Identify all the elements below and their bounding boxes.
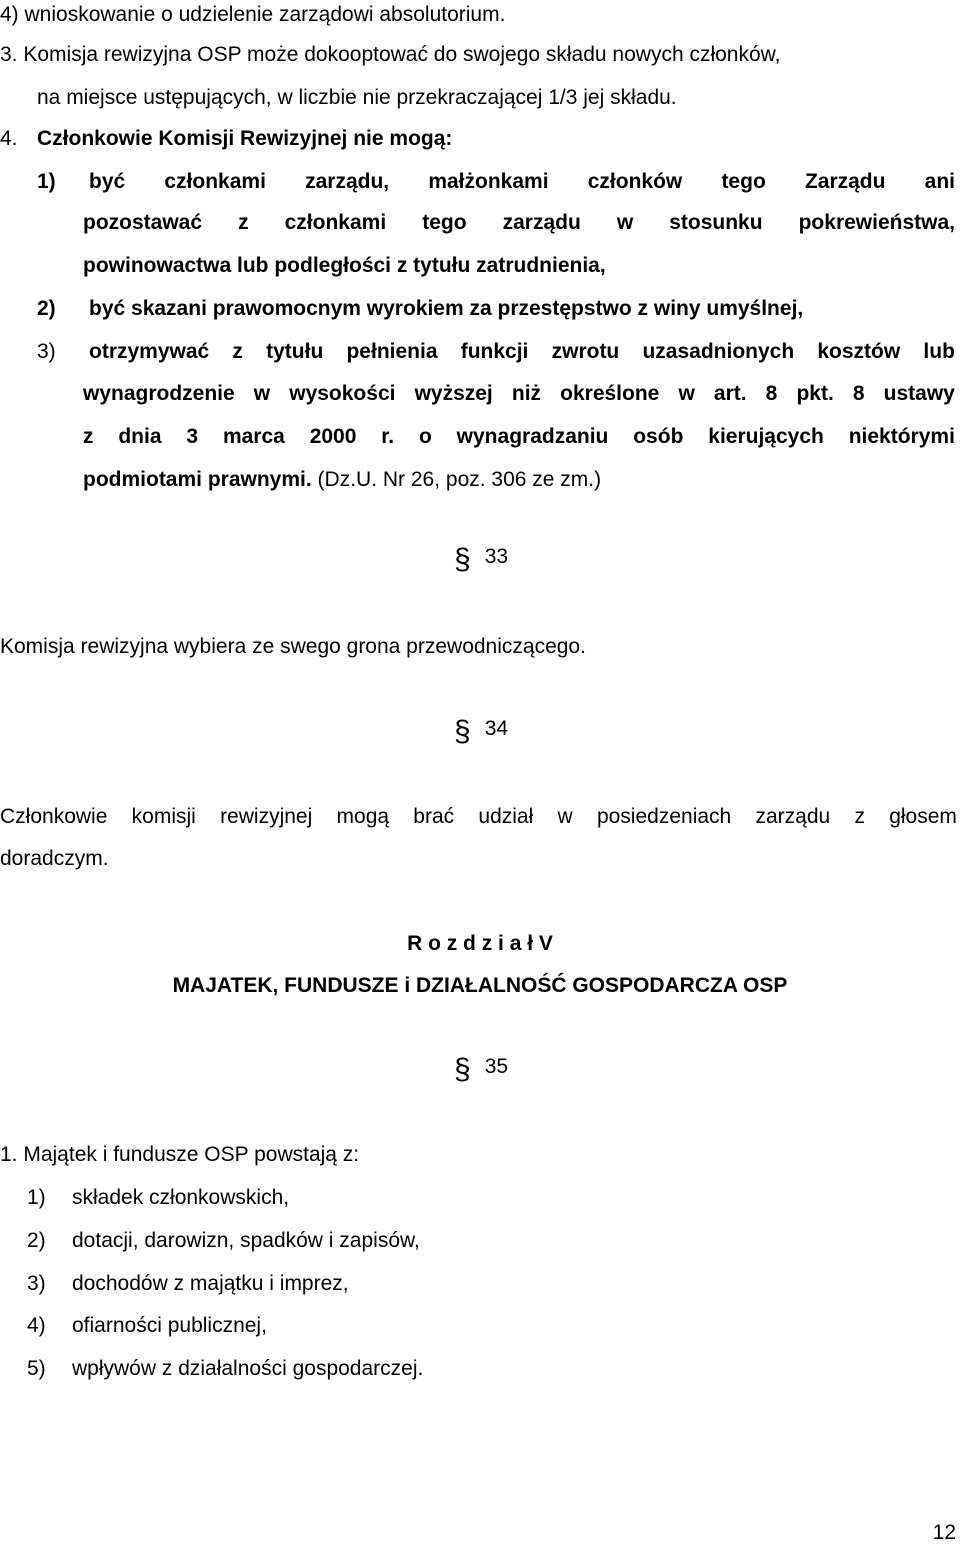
word: ustawy	[883, 382, 955, 405]
word: posiedzeniach	[596, 805, 732, 828]
word: zarządu	[502, 211, 581, 234]
word: lub	[923, 340, 955, 363]
word: 3	[186, 425, 199, 448]
word: wyższej	[414, 382, 493, 405]
word: Członkowie	[0, 805, 108, 828]
word: 2000	[309, 425, 357, 448]
word: o	[418, 425, 432, 448]
word: stosunku	[669, 211, 763, 234]
paragraph-33-heading	[454, 545, 508, 575]
paragraph-35-intro: 1. Majątek i fundusze OSP powstają z:	[0, 1143, 360, 1166]
word: z	[854, 805, 865, 828]
word: z	[238, 211, 249, 234]
word: otrzymywać	[89, 340, 210, 363]
word: głosem	[889, 805, 957, 828]
list-item: wpływów z działalności gospodarczej.	[72, 1357, 424, 1380]
sub-3-number: 3)	[37, 340, 56, 363]
word: członkami	[164, 170, 266, 193]
point-3-line-1: 3. Komisja rewizyjna OSP może dokooptować do swojego składu nowych członków,	[0, 43, 781, 66]
word: brać	[413, 805, 455, 828]
word: Zarządu	[804, 170, 886, 193]
point-4-heading: Członkowie Komisji Rewizyjnej nie mogą:	[37, 127, 453, 150]
list-item-number: 5)	[27, 1357, 46, 1380]
list-item: dotacji, darowizn, spadków i zapisów,	[72, 1229, 420, 1252]
word: pkt.	[796, 382, 834, 405]
sub-1-line-1	[89, 171, 955, 192]
word: komisji	[131, 805, 196, 828]
word: pozostawać	[83, 211, 203, 234]
word: wynagradzaniu	[456, 425, 609, 448]
paragraph-34-heading	[454, 717, 508, 747]
sub-3-line-4-citation: (Dz.U. Nr 26, poz. 306 ze zm.)	[311, 468, 602, 491]
paragraph-34-line-1	[0, 806, 957, 827]
word: być	[89, 170, 126, 193]
word: kierujących	[708, 425, 824, 448]
sub-3-line-4-bold: podmiotami prawnymi.	[83, 468, 312, 491]
section-sign-icon: §	[454, 715, 471, 748]
sub-3-line-4	[83, 469, 601, 490]
section-sign-icon: §	[454, 543, 471, 576]
word: w	[678, 382, 695, 405]
word: niektórymi	[848, 425, 955, 448]
word: w	[253, 382, 271, 405]
word: z	[232, 340, 243, 363]
list-item-number: 4)	[27, 1314, 46, 1337]
word: zarządu,	[305, 170, 390, 193]
word: w	[616, 211, 634, 234]
word: udział	[478, 805, 534, 828]
point-4-number: 4.	[0, 127, 18, 150]
sub-2-text: być skazani prawomocnym wyrokiem za przestępstwo z winy umyślnej,	[89, 297, 804, 320]
word: mogą	[336, 805, 390, 828]
word: kosztów	[817, 340, 901, 363]
word: uzasadnionych	[642, 340, 795, 363]
sub-3-line-2	[83, 383, 955, 404]
paragraph-35-heading	[454, 1055, 508, 1085]
word: marca	[222, 425, 285, 448]
sub-1-line-2	[83, 212, 955, 233]
word: pełnienia	[346, 340, 438, 363]
list-item-number: 3)	[27, 1272, 46, 1295]
sub-2-number: 2)	[37, 297, 56, 320]
word: wysokości	[289, 382, 396, 405]
word: tego	[422, 211, 467, 234]
word: art.	[713, 382, 747, 405]
paragraph-33-number: 33	[484, 545, 509, 568]
point-3-line-2: na miejsce ustępujących, w liczbie nie przekraczającej 1/3 jej składu.	[37, 86, 677, 109]
list-item-absolutorium: 4) wnioskowanie o udzielenie zarządowi absolutorium.	[0, 3, 506, 26]
sub-1-line-3: powinowactwa lub podległości z tytułu zatrudnienia,	[83, 254, 606, 277]
word: członkami	[284, 211, 387, 234]
section-sign-icon: §	[454, 1053, 471, 1086]
word: z	[83, 425, 94, 448]
chapter-title: R o z d z i a ł V	[407, 932, 553, 955]
word: r.	[381, 425, 395, 448]
word: zarządu	[755, 805, 831, 828]
word: osób	[633, 425, 684, 448]
list-item: składek członkowskich,	[72, 1186, 290, 1209]
word: tytułu	[266, 340, 324, 363]
word: tego	[721, 170, 766, 193]
word: 8	[765, 382, 778, 405]
sub-3-line-1	[89, 341, 955, 362]
chapter-subtitle: MAJATEK, FUNDUSZE i DZIAŁALNOŚĆ GOSPODARCZA OSP	[172, 974, 788, 997]
word: pokrewieństwa,	[798, 211, 955, 234]
word: rewizyjnej	[220, 805, 313, 828]
word: określone	[560, 382, 660, 405]
word: 8	[852, 382, 865, 405]
paragraph-35-number: 35	[484, 1055, 509, 1078]
word: funkcji	[460, 340, 529, 363]
word: wynagrodzenie	[83, 382, 235, 405]
word: zwrotu	[551, 340, 620, 363]
paragraph-34-line-2: doradczym.	[0, 847, 109, 870]
word: dnia	[118, 425, 162, 448]
word: małżonkami	[428, 170, 549, 193]
paragraph-34-number: 34	[484, 717, 509, 740]
word: niż	[511, 382, 542, 405]
word: w	[557, 805, 573, 828]
word: członków	[587, 170, 683, 193]
sub-3-line-3	[83, 426, 955, 447]
sub-1-number: 1)	[37, 170, 56, 193]
list-item-number: 1)	[27, 1186, 46, 1209]
paragraph-33-text: Komisja rewizyjna wybiera ze swego grona przewodniczącego.	[0, 635, 586, 658]
list-item: ofiarności publicznej,	[72, 1314, 267, 1337]
list-item-number: 2)	[27, 1229, 46, 1252]
list-item: dochodów z majątku i imprez,	[72, 1272, 349, 1295]
page-number: 12	[932, 1521, 956, 1544]
word: ani	[924, 170, 955, 193]
